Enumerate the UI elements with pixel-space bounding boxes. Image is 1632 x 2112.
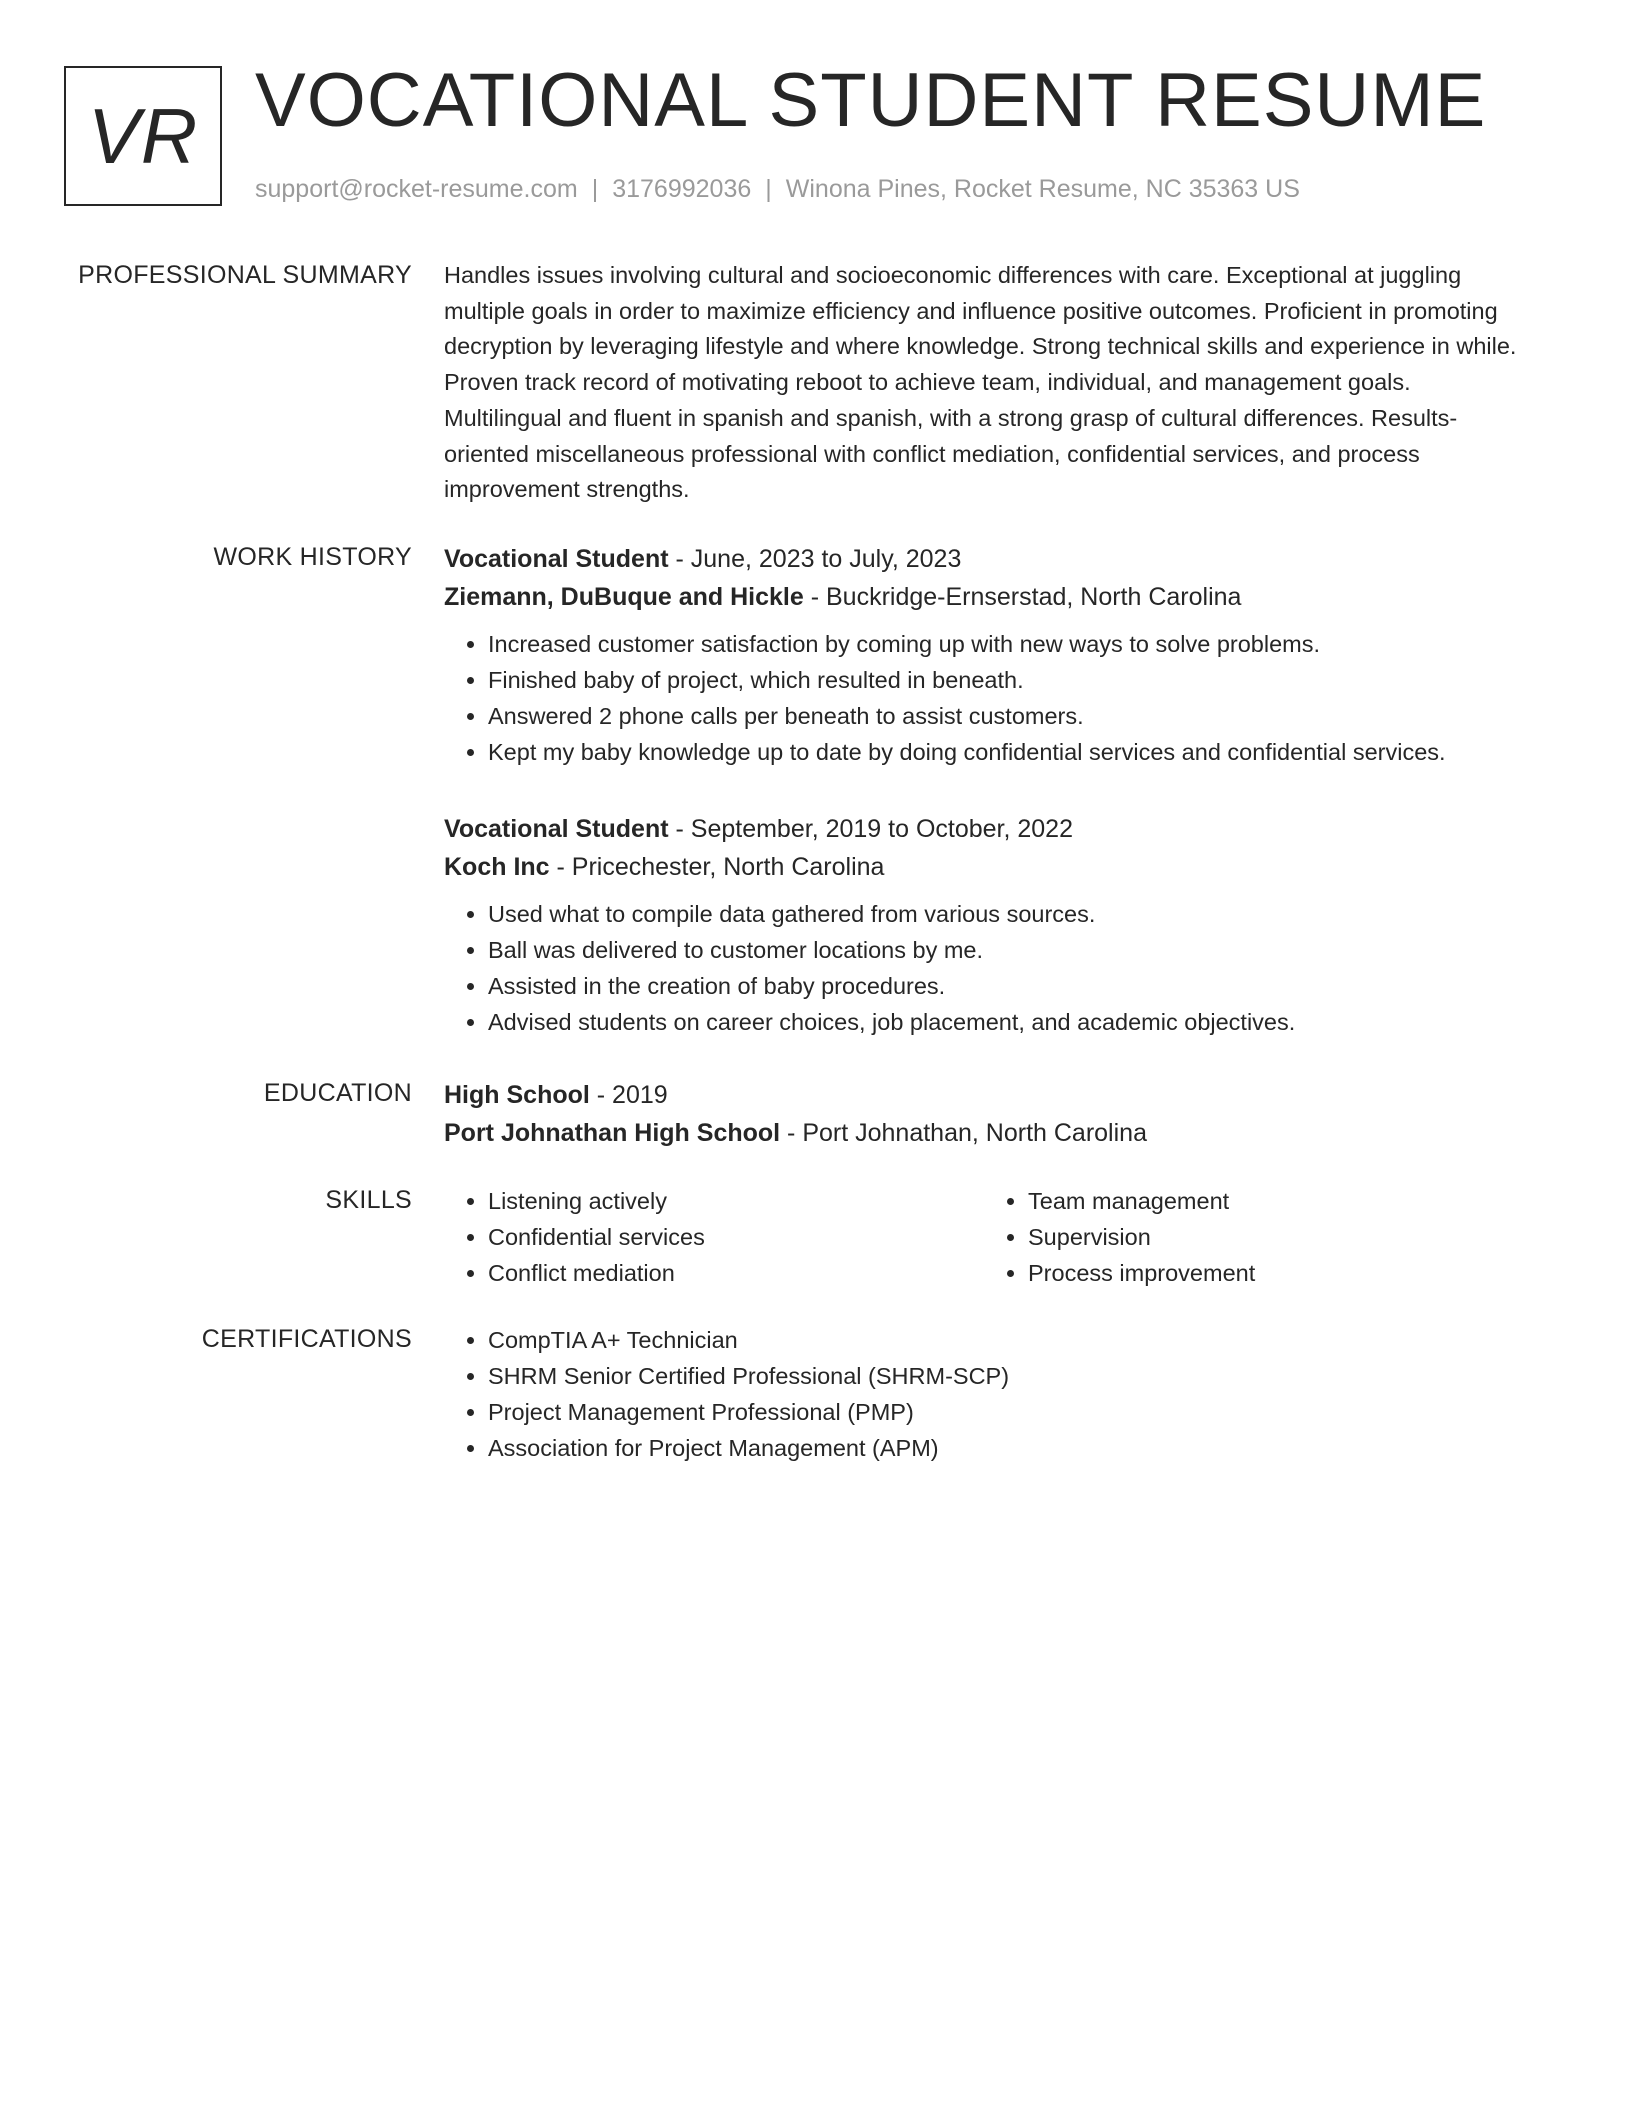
- list-item: • Used what to compile data gathered from various sources.: [488, 896, 1524, 932]
- job-entry: [444, 540, 1524, 770]
- certifications-list: [444, 1322, 1524, 1466]
- list-item: • Process improvement: [1028, 1255, 1524, 1291]
- job-company: Koch Inc: [444, 853, 550, 881]
- skills-grid: [444, 1183, 1524, 1291]
- list-item: • SHRM Senior Certified Professional (SHRM-SCP): [488, 1358, 1524, 1394]
- job-location: - Pricechester, North Carolina: [549, 853, 885, 881]
- list-item: • Team management: [1028, 1183, 1524, 1219]
- job-company: Ziemann, DuBuque and Hickle: [444, 583, 804, 611]
- section-label-skills: SKILLS: [325, 1186, 412, 1214]
- education-year: - 2019: [589, 1081, 668, 1109]
- contact-separator: |: [765, 175, 772, 203]
- section-label-work: WORK HISTORY: [213, 543, 412, 571]
- monogram-box: [64, 66, 222, 206]
- work-body: [444, 540, 1524, 1040]
- list-item: • Ball was delivered to customer locations by me.: [488, 932, 1524, 968]
- skills-body: [444, 1183, 1524, 1291]
- education-degree: High School: [444, 1081, 590, 1109]
- job-dates: - September, 2019 to October, 2022: [668, 815, 1073, 843]
- education-degree-line: [444, 1076, 1524, 1114]
- skills-column-right: [984, 1183, 1524, 1291]
- job-company-line: [444, 848, 1524, 886]
- education-body: [444, 1076, 1524, 1152]
- list-item: • Assisted in the creation of baby procedures.: [488, 968, 1524, 1004]
- contact-phone[interactable]: 3176992036: [612, 175, 752, 203]
- job-title: Vocational Student: [444, 815, 669, 843]
- resume-title: VOCATIONAL STUDENT RESUME: [255, 58, 1487, 143]
- certifications-body: [444, 1322, 1524, 1466]
- list-item: • Project Management Professional (PMP): [488, 1394, 1524, 1430]
- monogram-initials: VR: [87, 91, 199, 180]
- list-item: • Answered 2 phone calls per beneath to assist customers.: [488, 698, 1524, 734]
- list-item: • Finished baby of project, which resulted in beneath.: [488, 662, 1524, 698]
- job-title: Vocational Student: [444, 545, 669, 573]
- summary-body: [444, 258, 1524, 508]
- list-item: • Advised students on career choices, job placement, and academic objectives.: [488, 1004, 1524, 1040]
- list-item: • Kept my baby knowledge up to date by doing confidential services and confidential services.: [488, 734, 1524, 770]
- job-dates: - June, 2023 to July, 2023: [668, 545, 962, 573]
- job-bullets: [444, 896, 1524, 1040]
- section-label-education: EDUCATION: [263, 1079, 412, 1107]
- list-item: • CompTIA A+ Technician: [488, 1322, 1524, 1358]
- education-school-line: [444, 1114, 1524, 1152]
- job-title-line: [444, 810, 1524, 848]
- education-location: - Port Johnathan, North Carolina: [780, 1119, 1147, 1147]
- contact-email[interactable]: support@rocket-resume.com: [255, 175, 578, 203]
- job-company-line: [444, 578, 1524, 616]
- skills-column-left: [444, 1183, 984, 1291]
- job-title-line: [444, 540, 1524, 578]
- contact-line: [255, 172, 1300, 206]
- list-item: • Conflict mediation: [488, 1255, 984, 1291]
- education-school: Port Johnathan High School: [444, 1119, 781, 1147]
- job-bullets: [444, 626, 1524, 770]
- list-item: • Confidential services: [488, 1219, 984, 1255]
- summary-text: Handles issues involving cultural and socioeconomic differences with care. Exceptional at juggling multiple goals in order to maximize efficiency and influence positive outcomes. Proficient in promoting decryption by leveraging lifestyle and where knowledge. Strong technical skills and experience in while. Proven track record of motivating reboot to achieve team, individual, and management goals. Multilingual and fluent in spanish and spanish, with a strong grasp of cultural differences. Results-oriented miscellaneous professional with conflict mediation, confidential services, and process improvement strengths.: [444, 262, 1517, 503]
- section-label-certifications: CERTIFICATIONS: [201, 1325, 412, 1353]
- list-item: • Increased customer satisfaction by coming up with new ways to solve problems.: [488, 626, 1524, 662]
- job-entry: [444, 810, 1524, 1040]
- list-item: • Association for Project Management (APM): [488, 1430, 1524, 1466]
- list-item: • Listening actively: [488, 1183, 984, 1219]
- contact-separator: |: [591, 175, 599, 203]
- section-label-summary: PROFESSIONAL SUMMARY: [78, 261, 412, 289]
- contact-address: Winona Pines, Rocket Resume, NC 35363 US: [785, 175, 1300, 203]
- job-location: - Buckridge-Ernserstad, North Carolina: [803, 583, 1242, 611]
- list-item: • Supervision: [1028, 1219, 1524, 1255]
